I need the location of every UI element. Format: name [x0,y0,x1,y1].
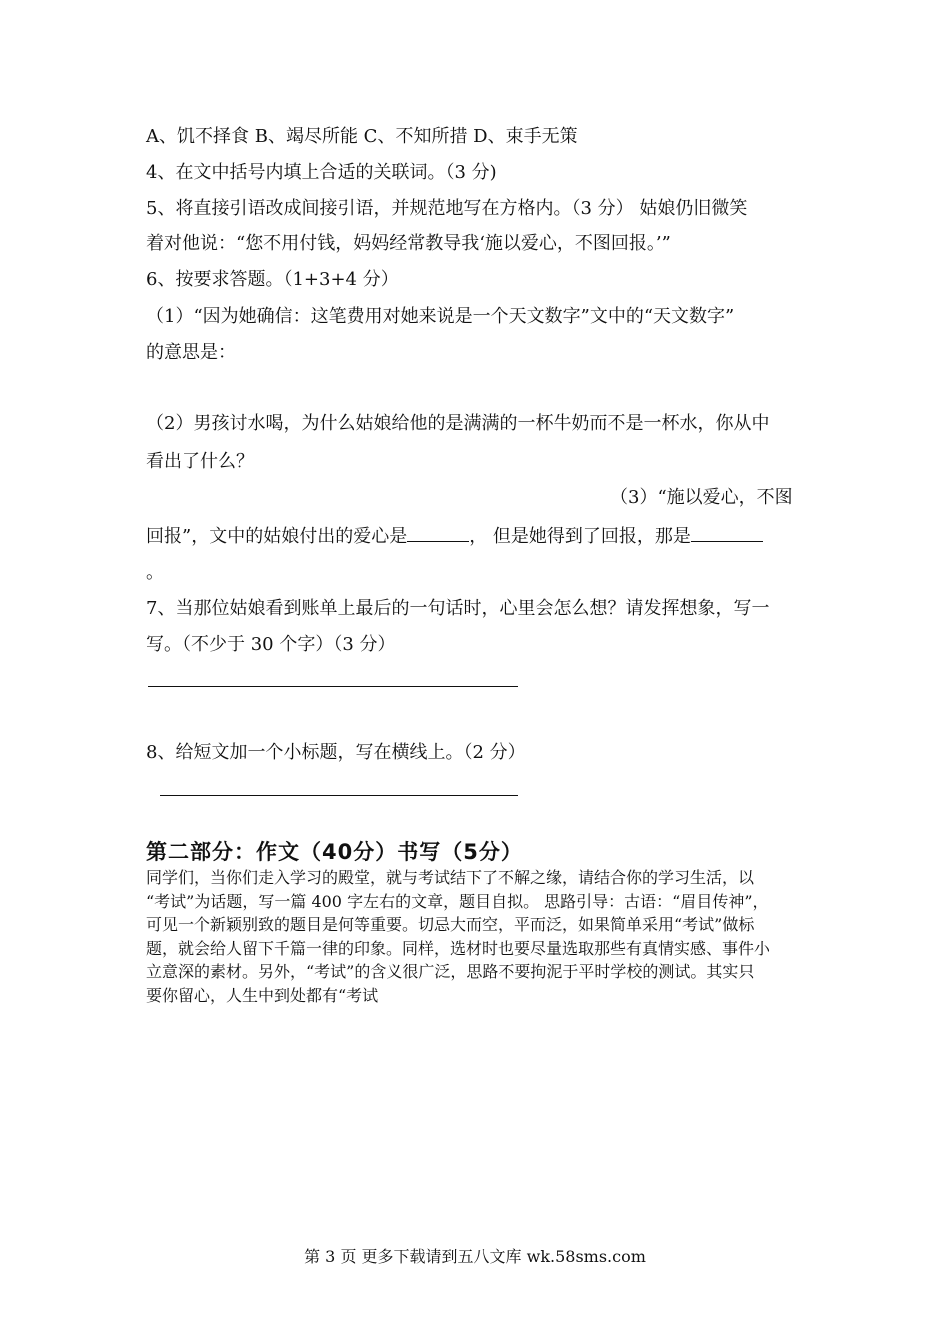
section-2-heading: 第二部分：作文（40分）书写（5分） [146,840,523,864]
question-6-1-line-1: （1）“因为她确信：这笔费用对她来说是一个天文数字”文中的“天文数字” [146,306,735,327]
question-6-3-line-3: 。 [146,562,164,583]
essay-prompt-line: 题，就会给人留下千篇一律的印象。同样，选材时也要尽量选取那些有真情实感、事件小 [146,938,771,958]
question-6-3-text-b: ， 但是她得到了回报，那是 [469,526,691,547]
question-6-2-line-2: 看出了什么？ [146,451,254,472]
question-6-1-line-2: 的意思是： [146,342,236,363]
essay-prompt-line: 立意深的素材。另外，“考试”的含义很广泛，思路不要拘泥于平时学校的测试。其实只 [146,962,755,981]
page-footer: 第 3 页 更多下载请到五八文库 wk.58sms.com [304,1247,646,1266]
question-5-line-2: 着对他说：“您不用付钱，妈妈经常教导我‘施以爱心，不图回报。’” [146,233,671,254]
question-6-3-line-2 [146,523,763,549]
essay-prompt-line: 同学们，当你们走入学习的殿堂，就与考试结下了不解之缘，请结合你的学习生活，以 [146,868,755,887]
essay-prompt-line: 可见一个新颖别致的题目是何等重要。切忌大而空，平而泛，如果简单采用“考试”做标 [146,915,755,934]
answer-line-q7[interactable] [148,686,518,687]
essay-prompt [146,866,810,1007]
question-7-line-1: 7、当那位姑娘看到账单上最后的一句话时，心里会怎么想？请发挥想象，写一 [146,598,770,619]
question-8: 8、给短文加一个小标题，写在横线上。（2 分） [146,742,526,763]
options-line: A、饥不择食 B、竭尽所能 C、不知所措 D、束手无策 [146,126,578,147]
question-7-line-2: 写。（不少于 30 个字）（3 分） [146,634,396,655]
essay-prompt-line: “考试”为话题，写一篇 400 字左右的文章，题目自拟。 思路引导：古语：“眉目传神”， [146,891,769,911]
question-6-3-text-a: 回报”，文中的姑娘付出的爱心是 [146,526,408,547]
question-6: 6、按要求答题。（1+3+4 分） [146,269,399,290]
answer-blank-love[interactable] [407,523,469,542]
question-5-line-1: 5、将直接引语改成间接引语，并规范地写在方格内。（3 分） 姑娘仍旧微笑 [146,198,748,219]
question-6-3-line-1: （3）“施以爱心，不图 [610,487,793,508]
answer-line-q8[interactable] [160,795,518,796]
answer-blank-reward[interactable] [691,523,763,542]
essay-prompt-line: 要你留心，人生中到处都有“考试 [146,985,379,1005]
question-4: 4、在文中括号内填上合适的关联词。（3 分) [146,162,497,183]
question-6-2-line-1: （2）男孩讨水喝，为什么姑娘给他的是满满的一杯牛奶而不是一杯水，你从中 [146,413,770,434]
